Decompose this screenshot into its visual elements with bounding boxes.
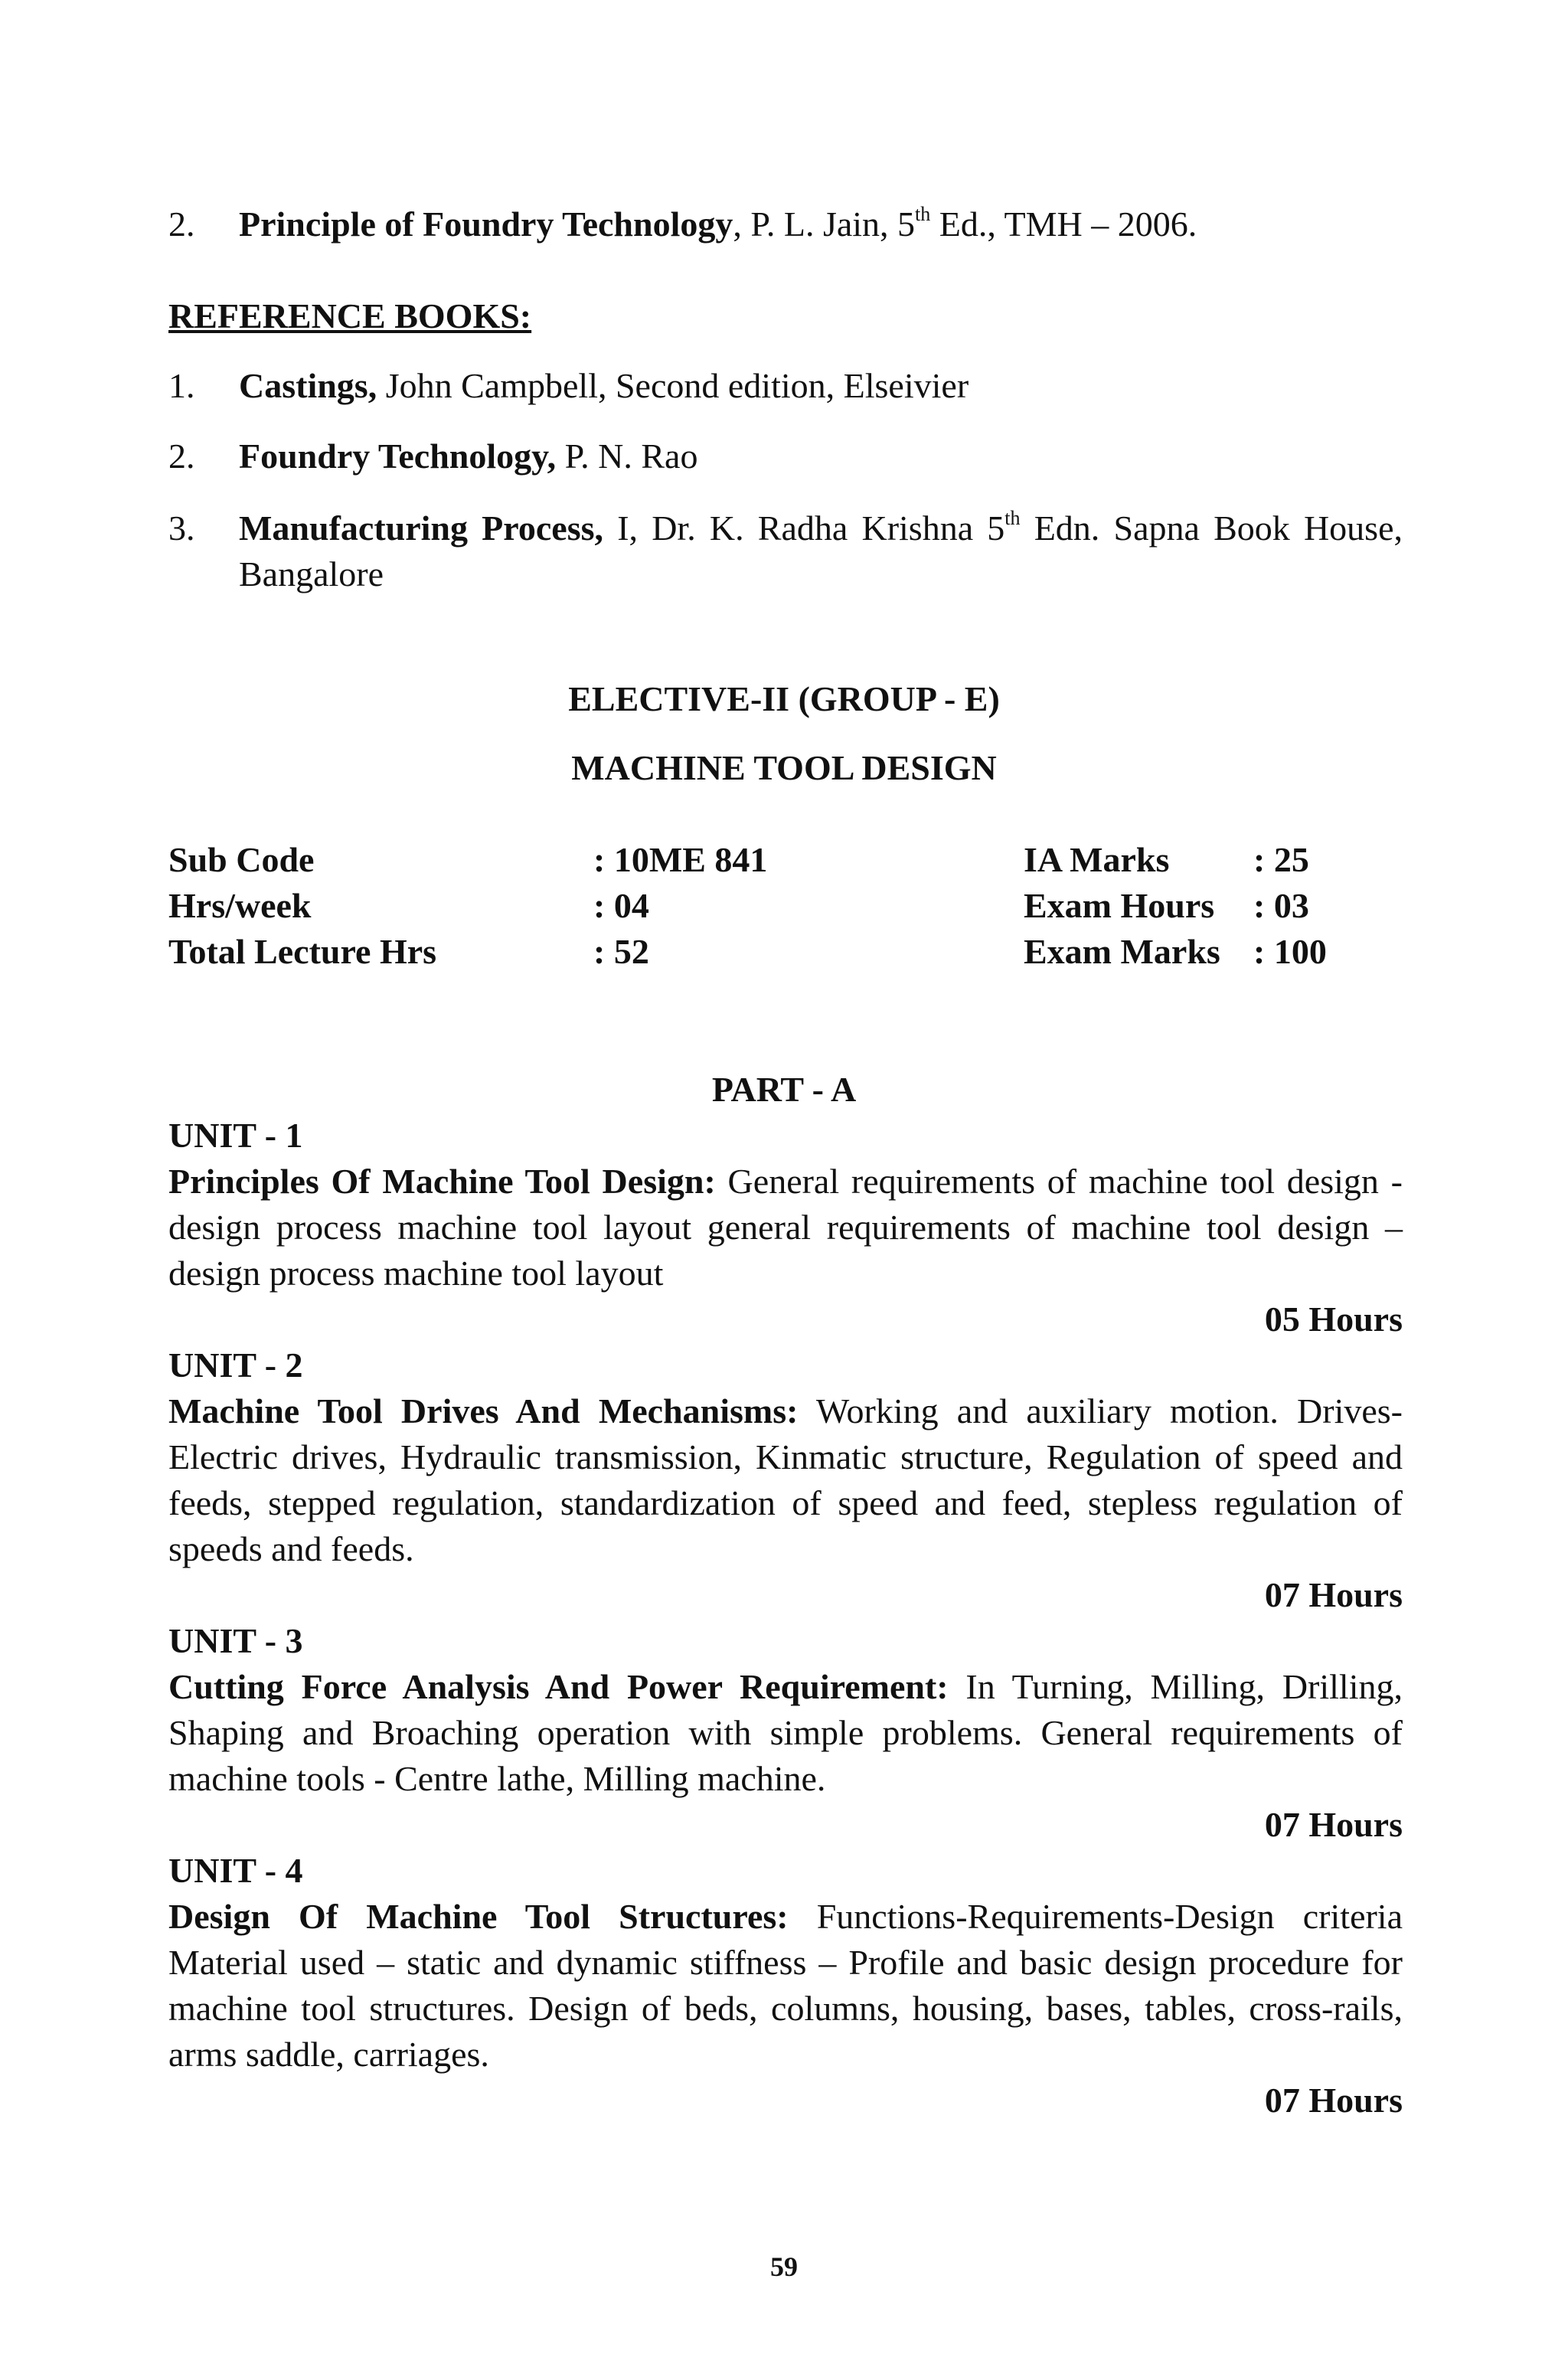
info-value: : 10ME 841 [593,840,768,879]
book-title: Castings, [239,366,377,405]
unit-description [168,1159,1403,1296]
unit-text: Working and auxiliary motion. Drives- Electric drives, Hydraulic transmission, Kinmatic structure, Regulation of speed and feeds, stepped regulation, standardization of speed and feed, stepless regulation of speeds and feeds. [168,1391,1403,1568]
textbook-item [168,201,1403,247]
unit-description [168,1664,1403,1802]
book-details-end: Ed., TMH – 2006. [930,204,1197,244]
book-details: I, Dr. K. Radha Krishna 5 [603,508,1005,548]
unit-title: UNIT - 2 [168,1345,303,1385]
list-number: 2. [168,436,195,476]
reference-item [168,433,1403,479]
unit-block [168,1342,1403,1618]
page-number: 59 [770,2251,798,2282]
unit-text: General requirements of machine tool design - design process machine tool layout general requirements of machine tool design – design process machine tool layout [168,1162,1403,1293]
info-label: Exam Marks [1024,932,1220,971]
book-details: John Campbell, Second edition, Elseivier [377,366,969,405]
unit-title: UNIT - 1 [168,1116,303,1155]
unit-description [168,1894,1403,2078]
book-details: , P. L. Jain, 5 [733,204,916,244]
list-number: 3. [168,508,195,548]
info-value: : 03 [1253,886,1309,925]
superscript: th [915,203,931,225]
unit-title: UNIT - 3 [168,1621,303,1660]
info-value: : 25 [1253,840,1309,879]
units-section [168,1113,1403,2124]
list-number: 1. [168,366,195,405]
unit-description [168,1388,1403,1572]
reference-item [168,363,1403,409]
elective-heading: ELECTIVE-II (GROUP - E) [568,679,1000,718]
unit-text: Functions-Requirements-Design criteria Material used – static and dynamic stiffness – Profile and basic design procedure for machine tool structures. Design of beds, columns, housing, bases, tables, cross-rails, arms saddle, carriages. [168,1897,1403,2074]
info-value: : 100 [1253,932,1327,971]
info-label: IA Marks [1024,840,1170,879]
unit-topic: Machine Tool Drives And Mechanisms: [168,1391,799,1430]
info-label: Exam Hours [1024,886,1215,925]
book-title: Principle of Foundry Technology [239,204,733,244]
info-label: Total Lecture Hrs [168,932,437,971]
unit-topic: Principles Of Machine Tool Design: [168,1162,716,1201]
unit-hours: 07 Hours [1264,1575,1403,1614]
unit-text: In Turning, Milling, Drilling, Shaping and Broaching operation with simple problems. General requirements of machine tools - Centre lathe, Milling machine. [168,1667,1403,1798]
unit-topic: Cutting Force Analysis And Power Requirement: [168,1667,949,1706]
unit-hours: 07 Hours [1264,2081,1403,2120]
info-value: : 04 [593,886,649,925]
unit-block [168,1618,1403,1848]
reference-books-heading: REFERENCE BOOKS: [168,296,532,335]
unit-block [168,1848,1403,2124]
info-label: Sub Code [168,840,315,879]
book-details: P. N. Rao [556,436,698,476]
book-details-end: Edn. Sapna Book House, Bangalore [239,508,1403,593]
book-title: Manufacturing Process, [239,508,604,548]
part-heading: PART - A [711,1070,857,1109]
unit-block [168,1113,1403,1342]
list-number: 2. [168,204,195,244]
unit-hours: 05 Hours [1264,1300,1403,1339]
course-title: MACHINE TOOL DESIGN [571,748,997,787]
reference-item [168,505,1403,597]
unit-title: UNIT - 4 [168,1851,303,1890]
book-title: Foundry Technology, [239,436,557,476]
unit-topic: Design Of Machine Tool Structures: [168,1897,789,1936]
info-label: Hrs/week [168,886,312,925]
unit-hours: 07 Hours [1264,1805,1403,1844]
info-value: : 52 [593,932,649,971]
superscript: th [1004,507,1021,529]
